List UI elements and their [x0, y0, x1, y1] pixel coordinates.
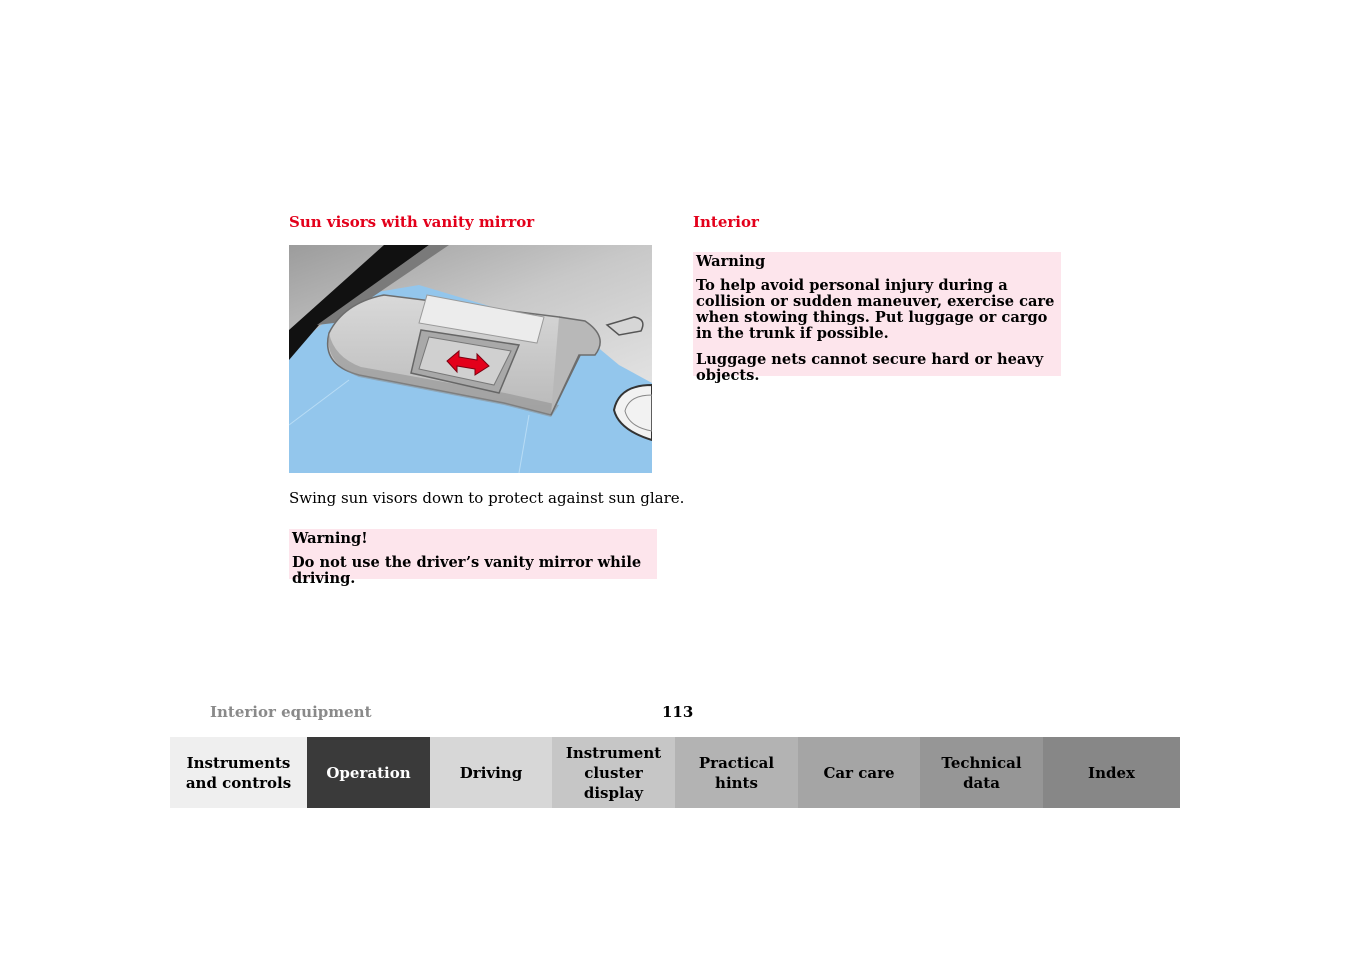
tab-car-care[interactable]: Car care [798, 737, 920, 808]
tab-instrument-cluster-display[interactable]: Instrument cluster display [552, 737, 675, 808]
footer-section-title: Interior equipment [210, 703, 372, 721]
warning-title: Warning! [292, 530, 368, 547]
page-number: 113 [662, 703, 694, 721]
tab-instruments-and-controls[interactable]: Instruments and controls [170, 737, 307, 808]
warning-title: Warning [696, 253, 766, 270]
tab-practical-hints[interactable]: Practical hints [675, 737, 798, 808]
tab-driving[interactable]: Driving [430, 737, 552, 808]
warning-text-luggage-nets: Luggage nets cannot secure hard or heavy objects. [696, 351, 1044, 384]
left-heading: Sun visors with vanity mirror [289, 213, 535, 231]
tab-operation[interactable]: Operation [307, 737, 430, 808]
bottom-navigation [170, 737, 1180, 808]
tab-technical-data[interactable]: Technical data [920, 737, 1043, 808]
warning-text-injury: To help avoid personal injury during a collision or sudden maneuver, exercise care when stowing things. Put luggage or cargo in the trunk if possible. [696, 277, 1055, 342]
tab-index[interactable]: Index [1043, 737, 1180, 808]
warning-box-vanity-mirror [289, 529, 657, 587]
warning-box-interior [693, 252, 1061, 384]
body-text: Swing sun visors down to protect against sun glare. [289, 489, 685, 507]
sun-visor-illustration [289, 245, 652, 473]
warning-text: Do not use the driver’s vanity mirror while driving. [292, 554, 642, 587]
right-heading: Interior [693, 213, 759, 231]
